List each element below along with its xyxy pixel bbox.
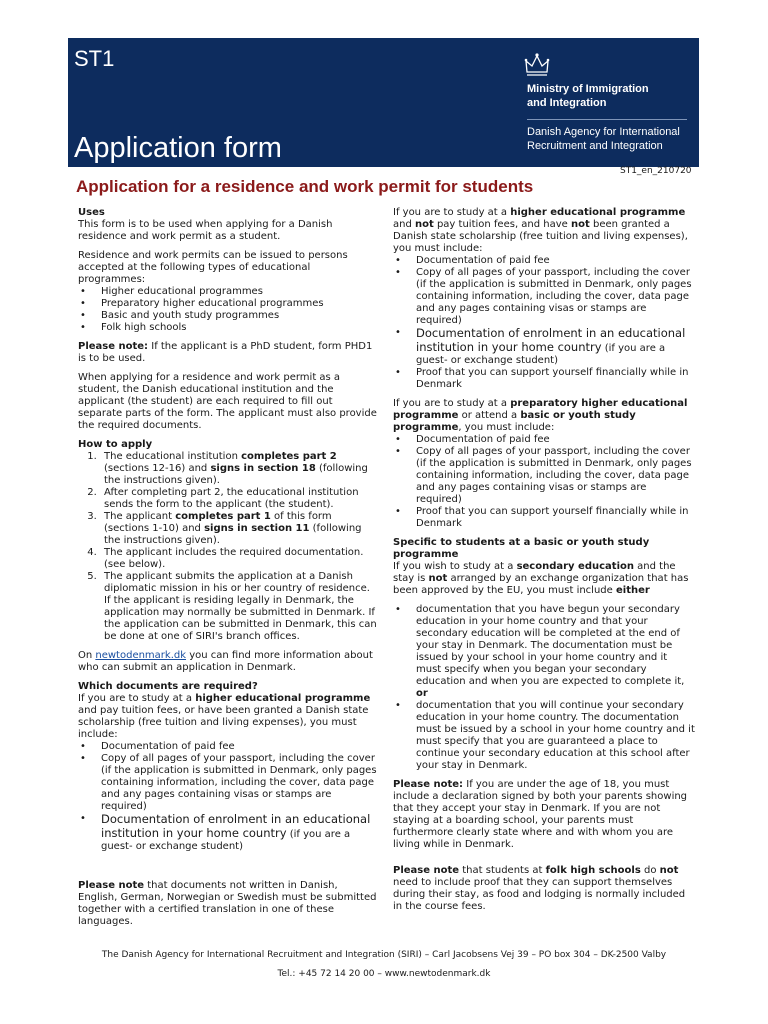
list-item: • Documentation of paid fee xyxy=(393,255,695,267)
agency-line-2: Recruitment and Integration xyxy=(527,140,663,152)
higher-no-fee-list xyxy=(393,255,695,391)
intro-text: If you are to study at a xyxy=(393,207,511,218)
documents-heading: Which documents are required? xyxy=(78,681,258,692)
form-code: ST1 xyxy=(74,46,115,71)
crown-icon xyxy=(523,52,551,78)
translation-note xyxy=(78,880,378,928)
step-text: (sections 12-16) and xyxy=(104,463,211,474)
footer-contact: Tel.: +45 72 14 20 00 – www.newtodenmark.dk xyxy=(277,969,491,979)
higher-no-fee-intro xyxy=(393,207,695,255)
step-emphasis: completes part 2 xyxy=(241,451,337,462)
list-item xyxy=(78,813,378,853)
note-emphasis: not xyxy=(659,865,679,876)
specific-heading: Specific to students at a basic or youth study programme xyxy=(393,537,650,560)
secondary-list xyxy=(393,604,695,772)
ministry-name xyxy=(527,82,697,110)
intro-emphasis: either xyxy=(615,585,650,596)
intro-emphasis: higher educational programme xyxy=(195,693,371,704)
intro-text: been granted a Danish state scholarship (free tuition and living expenses), you must include: xyxy=(393,219,688,254)
uses-text: This form is to be used when applying for a Danish residence and work permit as a student. xyxy=(78,219,333,242)
intro-emphasis: higher educational programme xyxy=(510,207,686,218)
step-1 xyxy=(100,451,378,487)
info-text: you can find more information about who can submit an application in Denmark. xyxy=(78,650,373,673)
document-reference: ST1_en_210720 xyxy=(620,166,692,176)
step-emphasis: signs in section 11 xyxy=(204,523,310,534)
list-item: • Copy of all pages of your passport, including the cover (if the application is submitted in Denmark, only pages containing information, including the cover, data page and any pages containing visas or stamps are required) xyxy=(393,267,695,327)
more-info-text xyxy=(78,650,378,674)
intro-text: , you must include: xyxy=(458,422,555,433)
header-banner xyxy=(68,38,699,167)
note-label: Please note: xyxy=(393,779,464,790)
step-text: The educational institution xyxy=(104,451,242,462)
step-2: 2. After completing part 2, the educational institution sends the form to the applicant (the student). xyxy=(100,487,378,511)
right-column xyxy=(393,207,695,920)
item-text: (if you are a guest- or exchange student) xyxy=(101,829,351,852)
list-item: • Basic and youth study programmes xyxy=(78,310,378,322)
intro-text: If you are to study at a xyxy=(393,398,511,409)
note-text: that students at xyxy=(459,865,546,876)
intro-text: pay tuition fees, and have xyxy=(433,219,572,230)
list-item: • Proof that you can support yourself financially while in Denmark xyxy=(393,367,695,391)
intro-text: arranged by an exchange organization that has been approved by the EU, you must include xyxy=(393,573,689,596)
programme-types-list xyxy=(78,286,378,334)
documents-intro xyxy=(78,693,378,741)
ministry-line-2: and Integration xyxy=(527,97,607,109)
note-text: If you are under the age of 18, you must include a declaration signed by both your parents showing that they accept your stay in Denmark. If you are not staying at a boarding school, your parents must furthermore clearly state where and with whom you are living while in Denmark. xyxy=(393,779,688,850)
types-intro: Residence and work permits can be issued to persons accepted at the following types of educational programmes: xyxy=(78,250,348,285)
step-3 xyxy=(100,511,378,547)
folk-high-school-note xyxy=(393,865,695,913)
list-item: • Copy of all pages of your passport, including the cover (if the application is submitted in Denmark, only pages containing information, including the cover, data page and any pages containing visas or stamps are required) xyxy=(78,753,378,813)
list-item: • Copy of all pages of your passport, including the cover (if the application is submitted in Denmark, only pages containing information, including the cover, data page and any pages containing visas or stamps are required) xyxy=(393,446,695,506)
step-emphasis: completes part 1 xyxy=(175,511,271,522)
intro-emphasis: secondary education xyxy=(516,561,634,572)
step-emphasis: signs in section 18 xyxy=(210,463,316,474)
info-text: On xyxy=(78,650,96,661)
step-4: 4. The applicant includes the required documentation. (see below). xyxy=(100,547,378,571)
intro-text: If you are to study at a xyxy=(78,693,196,704)
intro-emphasis: preparatory higher educational programme xyxy=(393,398,688,421)
footer-address: The Danish Agency for International Recruitment and Integration (SIRI) – Carl Jacobsens Vej 39 – PO box 304 – DK-2500 Valby xyxy=(101,950,667,960)
note-label: Please note: xyxy=(78,341,149,352)
step-text: The applicant xyxy=(104,511,176,522)
list-item: • Folk high schools xyxy=(78,322,378,334)
newtodenmark-link[interactable]: newtodenmark.dk xyxy=(95,650,187,661)
spacer xyxy=(78,860,378,880)
how-to-apply-steps xyxy=(78,451,378,643)
page-title: Application for a residence and work permit for students xyxy=(76,177,534,196)
intro-emphasis: not xyxy=(428,573,448,584)
item-text: Documentation of enrolment in an educational institution in your home country xyxy=(416,326,686,354)
applying-text: When applying for a residence and work permit as a student, the Danish educational institution and the applicant (the student) are each required to fill out separate parts of the form. The applicant must also provide the required documents. xyxy=(78,372,377,431)
item-text: documentation that you have begun your secondary education in your home country and that your secondary education will be completed at the end of your stay in Denmark. The documentation must be issued by your school in your home country and it must specify when you began your secondary education and when you are expected to complete it, xyxy=(416,604,685,687)
item-text: (if you are a guest- or exchange student) xyxy=(416,343,666,366)
phd-note xyxy=(78,341,378,365)
step-text: of this form (sections 1-10) and xyxy=(104,511,332,534)
ministry-line-1: Ministry of Immigration xyxy=(527,83,649,95)
banner-divider xyxy=(527,119,687,120)
list-item xyxy=(393,327,695,367)
or-label: or xyxy=(416,688,428,699)
list-item xyxy=(393,604,695,700)
list-item: • Proof that you can support yourself financially while in Denmark xyxy=(393,506,695,530)
preparatory-intro xyxy=(393,398,695,434)
how-to-apply-heading: How to apply xyxy=(78,439,153,450)
intro-emphasis: not xyxy=(571,219,590,230)
under-18-note xyxy=(393,779,695,851)
preparatory-list xyxy=(393,434,695,530)
left-column xyxy=(78,207,378,935)
note-text: If the applicant is a PhD student, form PHD1 is to be used. xyxy=(78,341,373,364)
agency-line-1: Danish Agency for International xyxy=(527,126,680,138)
note-text: that documents not written in Danish, English, German, Norwegian or Swedish must be submitted together with a certified translation in one of these languages. xyxy=(78,880,377,927)
step-text: (following the instructions given). xyxy=(104,463,368,486)
intro-text: and the stay is xyxy=(393,561,676,584)
documents-list xyxy=(78,741,378,853)
step-text: (following the instructions given). xyxy=(104,523,362,546)
note-emphasis: folk high schools xyxy=(545,865,641,876)
banner-title: Application form xyxy=(74,132,282,164)
agency-name xyxy=(527,125,697,153)
intro-text: and xyxy=(393,219,415,230)
list-item: • Preparatory higher educational programmes xyxy=(78,298,378,310)
note-label: Please note xyxy=(78,880,145,891)
intro-text: or attend a xyxy=(458,410,521,421)
step-5: 5. The applicant submits the application at a Danish diplomatic mission in his or her country of residence. If the applicant is residing legally in Denmark, the application may normally be submitted in Denmark. If the application can be submitted in Denmark, this can be done at one of SIRI's branch offices. xyxy=(100,571,378,643)
intro-emphasis: not xyxy=(415,219,434,230)
intro-emphasis: basic or youth study programme xyxy=(393,410,636,433)
item-text: Documentation of enrolment in an educational institution in your home country xyxy=(101,812,371,840)
intro-text: If you wish to study at a xyxy=(393,561,517,572)
list-item: • Documentation of paid fee xyxy=(393,434,695,446)
list-item: • Higher educational programmes xyxy=(78,286,378,298)
note-label: Please note xyxy=(393,865,460,876)
list-item: • Documentation of paid fee xyxy=(78,741,378,753)
note-text: do xyxy=(640,865,660,876)
secondary-intro xyxy=(393,561,695,597)
list-item: • documentation that you will continue your secondary education in your home country. The documentation must be issued by a school in your home country and it must specify that you are guaranteed a place to continue your secondary education at this school after your stay in Denmark. xyxy=(393,700,695,772)
intro-text: and pay tuition fees, or have been granted a Danish state scholarship (free tuition and living expenses), you must include: xyxy=(78,705,369,740)
uses-heading: Uses xyxy=(78,207,105,218)
note-text: need to include proof that they can support themselves during their stay, as food and lodging is normally included in the course fees. xyxy=(393,877,686,912)
